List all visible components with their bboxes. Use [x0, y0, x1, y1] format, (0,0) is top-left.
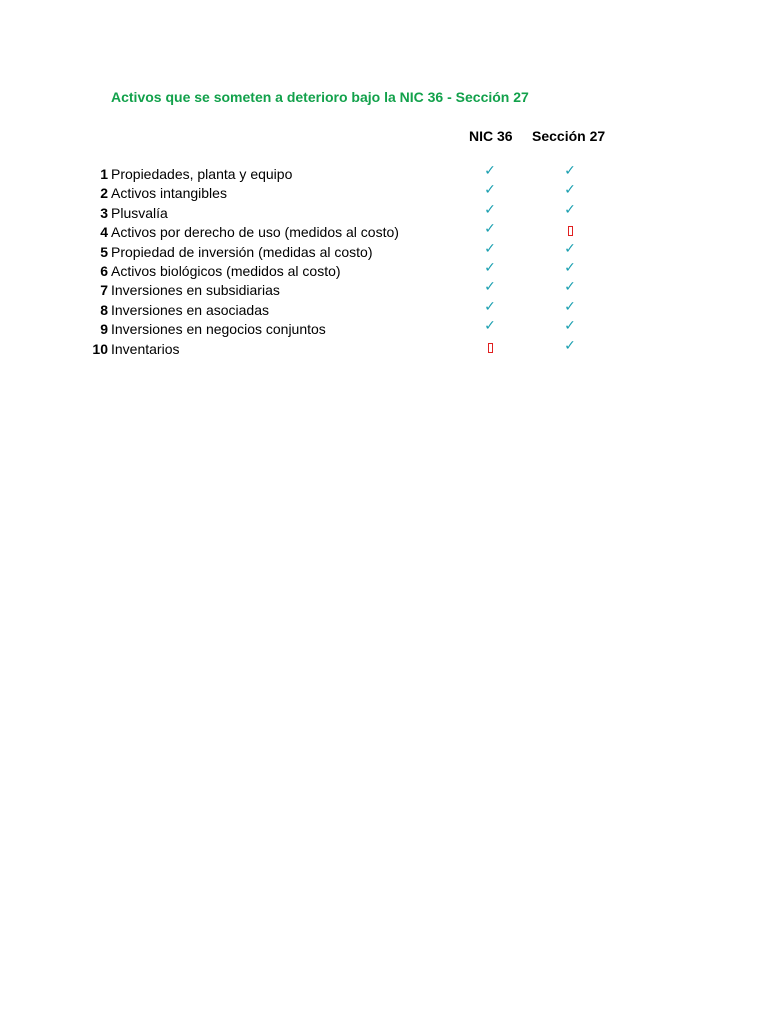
- asset-row: [0, 184, 768, 203]
- check-icon: ✓: [484, 163, 496, 179]
- asset-row: [0, 298, 768, 320]
- asset-label: Activos intangibles: [111, 185, 227, 202]
- row-number: 8: [100, 301, 108, 318]
- asset-label: Propiedad de inversión (medidas al costo): [111, 243, 373, 260]
- asset-label: Propiedades, planta y equipo: [111, 166, 293, 182]
- column-header-nic36: NIC 36: [469, 128, 513, 144]
- check-icon: ✓: [564, 279, 576, 296]
- column-header-seccion27: Sección 27: [532, 128, 606, 144]
- asset-row: [0, 259, 768, 281]
- asset-label: Activos por derecho de uso (medidos al costo): [111, 224, 399, 241]
- row-number: 4: [100, 224, 108, 241]
- check-icon: ✓: [564, 163, 576, 179]
- check-icon: ✓: [564, 298, 576, 315]
- asset-label: Inversiones en negocios conjuntos: [111, 321, 326, 338]
- asset-label: Plusvalía: [111, 204, 168, 221]
- check-icon: ✓: [564, 318, 576, 335]
- row-number: 1: [100, 166, 108, 182]
- row-number: 2: [100, 185, 108, 202]
- asset-row: [0, 281, 768, 300]
- row-number: 10: [92, 340, 108, 357]
- cross-box-icon: [560, 220, 580, 239]
- row-number: 3: [100, 204, 108, 221]
- asset-label: Activos biológicos (medidos al costo): [111, 262, 341, 279]
- check-icon: ✓: [564, 182, 576, 199]
- check-icon: ✓: [484, 240, 496, 257]
- check-icon: ✓: [484, 221, 496, 238]
- check-icon: ✓: [484, 259, 496, 276]
- row-number: 7: [100, 282, 108, 299]
- asset-label: Inversiones en asociadas: [111, 301, 269, 318]
- check-icon: ✓: [484, 279, 496, 296]
- check-icon: ✓: [564, 259, 576, 276]
- asset-row: [0, 240, 768, 262]
- check-icon: ✓: [484, 201, 496, 218]
- asset-label: Inventarios: [111, 340, 180, 357]
- check-icon: ✓: [564, 240, 576, 257]
- check-icon: ✓: [564, 201, 576, 218]
- row-number: 5: [100, 243, 108, 260]
- check-icon: ✓: [564, 337, 576, 354]
- asset-row: [0, 165, 768, 184]
- cross-box-icon: [480, 337, 500, 356]
- page-title: Activos que se someten a deterioro bajo la NIC 36 - Sección 27: [111, 89, 529, 105]
- asset-label: Inversiones en subsidiarias: [111, 282, 280, 299]
- asset-row: [0, 320, 768, 339]
- asset-list: [0, 165, 768, 359]
- asset-row: [0, 223, 768, 242]
- asset-row: [0, 201, 768, 223]
- check-icon: ✓: [484, 298, 496, 315]
- row-number: 6: [100, 262, 108, 279]
- asset-row: [0, 337, 768, 359]
- row-number: 9: [100, 321, 108, 338]
- check-icon: ✓: [484, 318, 496, 335]
- check-icon: ✓: [484, 182, 496, 199]
